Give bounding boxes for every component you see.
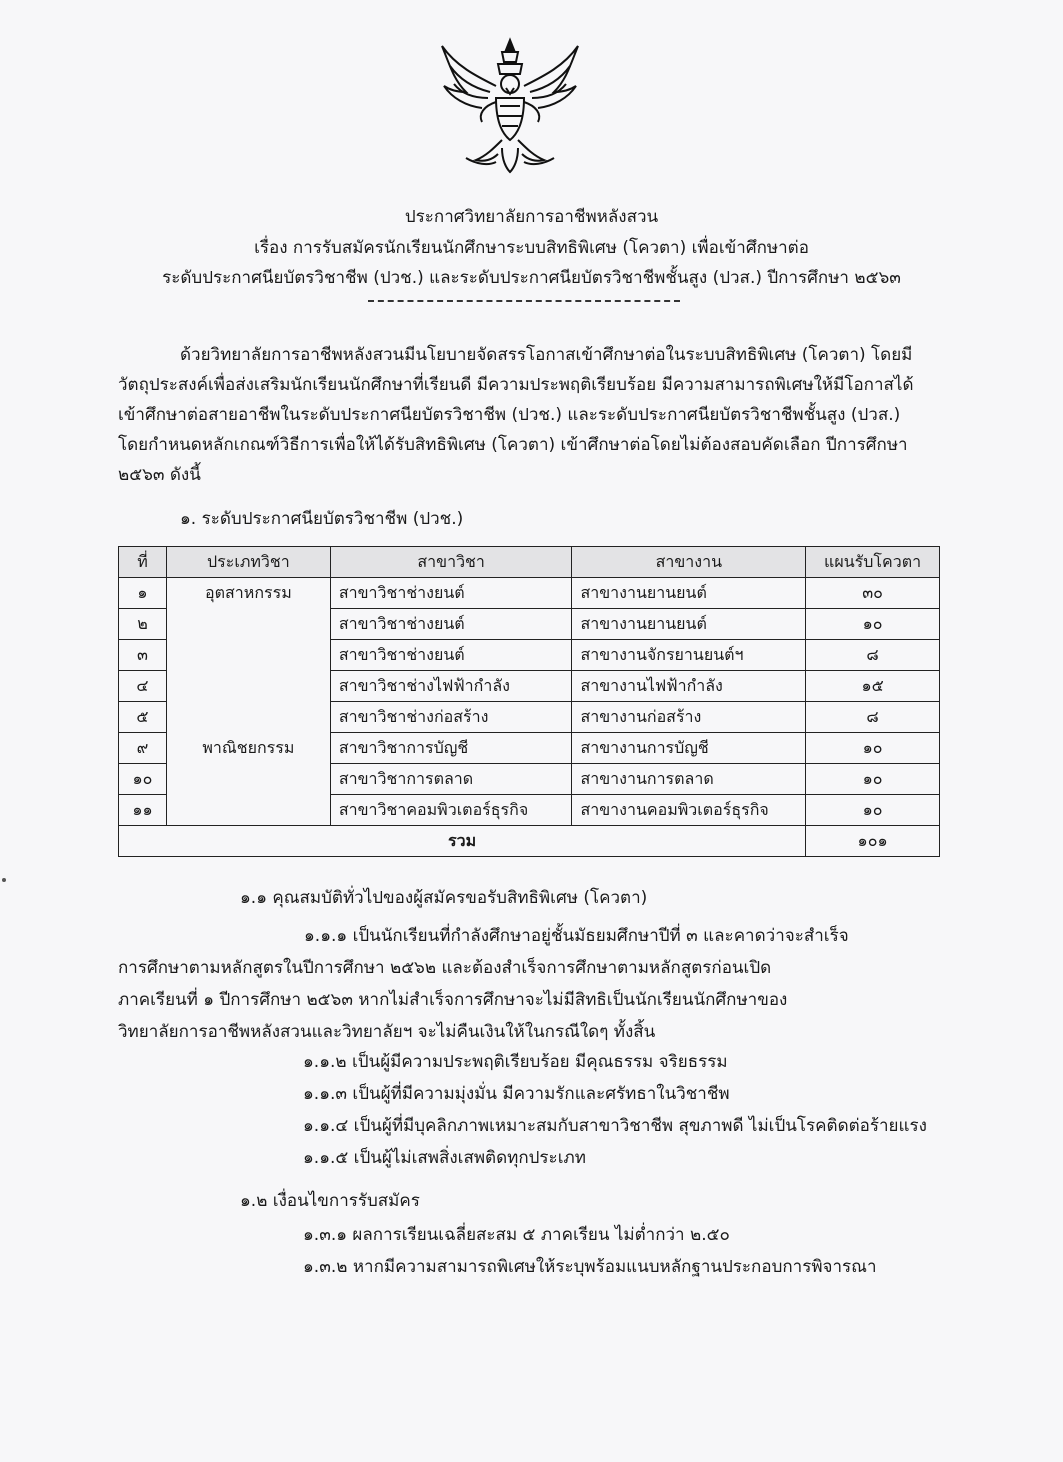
cell-type [166,609,330,640]
intro-line: ๒๕๖๓ ดังนี้ [118,465,201,485]
total-value: ๑๐๑ [806,826,940,857]
table-row [119,795,940,826]
announcement-title: ประกาศวิทยาลัยการอาชีพหลังสวน [404,207,659,227]
col-header-major: สาขาวิชา [330,547,572,578]
cell-no: ๙ [119,733,167,764]
col-header-field: สาขางาน [572,547,806,578]
divider [368,300,680,302]
cell-field: สาขางานการตลาด [572,764,806,795]
cell-no: ๑๑ [119,795,167,826]
table-header-row [119,547,940,578]
qualification-1-1-3: ๑.๑.๓ เป็นผู้ที่มีความมุ่งมั่น มีความรักและศรัทธาในวิชาชีพ [303,1084,730,1104]
cell-type [166,671,330,702]
cell-type [166,702,330,733]
qualification-line: ๑.๑.๑ เป็นนักเรียนที่กำลังศึกษาอยู่ชั้นมัธยมศึกษาปีที่ ๓ และคาดว่าจะสำเร็จ [304,926,849,946]
cell-major: สาขาวิชาช่างยนต์ [330,609,572,640]
col-header-no: ที่ [119,547,167,578]
cell-field: สาขางานการบัญชี [572,733,806,764]
section-1-1-heading: ๑.๑ คุณสมบัติทั่วไปของผู้สมัครขอรับสิทธิพิเศษ (โควตา) [240,888,648,908]
quota-table [118,546,940,857]
section-1-heading: ๑. ระดับประกาศนียบัตรวิชาชีพ (ปวช.) [180,509,464,529]
total-label: รวม [119,826,806,857]
cell-field: สาขางานคอมพิวเตอร์ธุรกิจ [572,795,806,826]
table-row [119,609,940,640]
scan-speck [2,878,6,882]
cell-quota: ๓๐ [806,578,940,609]
cell-major: สาขาวิชาช่างก่อสร้าง [330,702,572,733]
intro-line: ด้วยวิทยาลัยการอาชีพหลังสวนมีนโยบายจัดสรรโอกาสเข้าศึกษาต่อในระบบสิทธิพิเศษ (โควตา) โดยมี [180,345,913,365]
cell-type [166,795,330,826]
cell-major: สาขาวิชาช่างยนต์ [330,640,572,671]
cell-major: สาขาวิชาช่างยนต์ [330,578,572,609]
cell-major: สาขาวิชาคอมพิวเตอร์ธุรกิจ [330,795,572,826]
section-1-2-heading: ๑.๒ เงื่อนไขการรับสมัคร [240,1191,420,1211]
cell-major: สาขาวิชาการบัญชี [330,733,572,764]
cell-field: สาขางานยานยนต์ [572,578,806,609]
cell-type [166,764,330,795]
announcement-subject-line2: ระดับประกาศนียบัตรวิชาชีพ (ปวช.) และระดับประกาศนียบัตรวิชาชีพชั้นสูง (ปวส.) ปีการศึกษา ๒๕๖๓ [162,268,901,288]
table-row [119,702,940,733]
intro-line: เข้าศึกษาต่อสายอาชีพในระดับประกาศนียบัตรวิชาชีพ (ปวช.) และระดับประกาศนียบัตรวิชาชีพชั้นสูง (ปวส.) [118,405,901,425]
table-row [119,671,940,702]
qualification-line: ภาคเรียนที่ ๑ ปีการศึกษา ๒๕๖๓ หากไม่สำเร็จการศึกษาจะไม่มีสิทธิเป็นนักเรียนนักศึกษาของ [118,990,788,1010]
table-row [119,640,940,671]
cell-major: สาขาวิชาช่างไฟฟ้ากำลัง [330,671,572,702]
cell-no: ๕ [119,702,167,733]
qualification-1-1-2: ๑.๑.๒ เป็นผู้มีความประพฤติเรียบร้อย มีคุณธรรม จริยธรรม [303,1052,728,1072]
cell-quota: ๑๐ [806,795,940,826]
table-row [119,733,940,764]
cell-no: ๔ [119,671,167,702]
cell-field: สาขางานจักรยานยนต์ฯ [572,640,806,671]
intro-line: โดยกำหนดหลักเกณฑ์วิธีการเพื่อให้ได้รับสิทธิพิเศษ (โควตา) เข้าศึกษาต่อโดยไม่ต้องสอบคัดเลือก ปีการศึกษา [118,435,908,455]
cell-quota: ๑๐ [806,733,940,764]
qualification-line: วิทยาลัยการอาชีพหลังสวนและวิทยาลัยฯ จะไม่คืนเงินให้ในกรณีใดๆ ทั้งสิ้น [118,1022,656,1042]
table-row [119,764,940,795]
qualification-1-1-5: ๑.๑.๕ เป็นผู้ไม่เสพสิ่งเสพติดทุกประเภท [303,1148,586,1168]
cell-no: ๓ [119,640,167,671]
cell-quota: ๘ [806,640,940,671]
table-row [119,578,940,609]
cell-type: อุตสาหกรรม [166,578,330,609]
qualification-1-1-1 [118,920,933,1048]
cell-no: ๒ [119,609,167,640]
cell-field: สาขางานไฟฟ้ากำลัง [572,671,806,702]
cell-no: ๑๐ [119,764,167,795]
col-header-type: ประเภทวิชา [166,547,330,578]
table-total-row [119,826,940,857]
intro-paragraph [118,340,933,490]
condition-1-3-2: ๑.๓.๒ หากมีความสามารถพิเศษให้ระบุพร้อมแนบหลักฐานประกอบการพิจารณา [303,1257,877,1277]
cell-quota: ๑๐ [806,764,940,795]
col-header-quota: แผนรับโควตา [806,547,940,578]
announcement-subject: เรื่อง การรับสมัครนักเรียนนักศึกษาระบบสิทธิพิเศษ (โควตา) เพื่อเข้าศึกษาต่อ [254,238,809,258]
cell-quota: ๑๐ [806,609,940,640]
cell-field: สาขางานก่อสร้าง [572,702,806,733]
cell-quota: ๑๕ [806,671,940,702]
condition-1-3-1: ๑.๓.๑ ผลการเรียนเฉลี่ยสะสม ๕ ภาคเรียน ไม่ต่ำกว่า ๒.๕๐ [303,1225,730,1245]
cell-field: สาขางานยานยนต์ [572,609,806,640]
cell-no: ๑ [119,578,167,609]
cell-major: สาขาวิชาการตลาด [330,764,572,795]
garuda-emblem-icon [436,36,584,176]
qualification-line: การศึกษาตามหลักสูตรในปีการศึกษา ๒๕๖๒ และต้องสำเร็จการศึกษาตามหลักสูตรก่อนเปิด [118,958,772,978]
cell-type [166,640,330,671]
cell-type: พาณิชยกรรม [166,733,330,764]
qualification-1-1-4: ๑.๑.๔ เป็นผู้ที่มีบุคลิกภาพเหมาะสมกับสาขาวิชาชีพ สุขภาพดี ไม่เป็นโรคติดต่อร้ายแรง [303,1116,927,1136]
cell-quota: ๘ [806,702,940,733]
intro-line: วัตถุประสงค์เพื่อส่งเสริมนักเรียนนักศึกษาที่เรียนดี มีความประพฤติเรียบร้อย มีความสามารถพิเศษให้มีโอกาสได้ [118,375,914,395]
